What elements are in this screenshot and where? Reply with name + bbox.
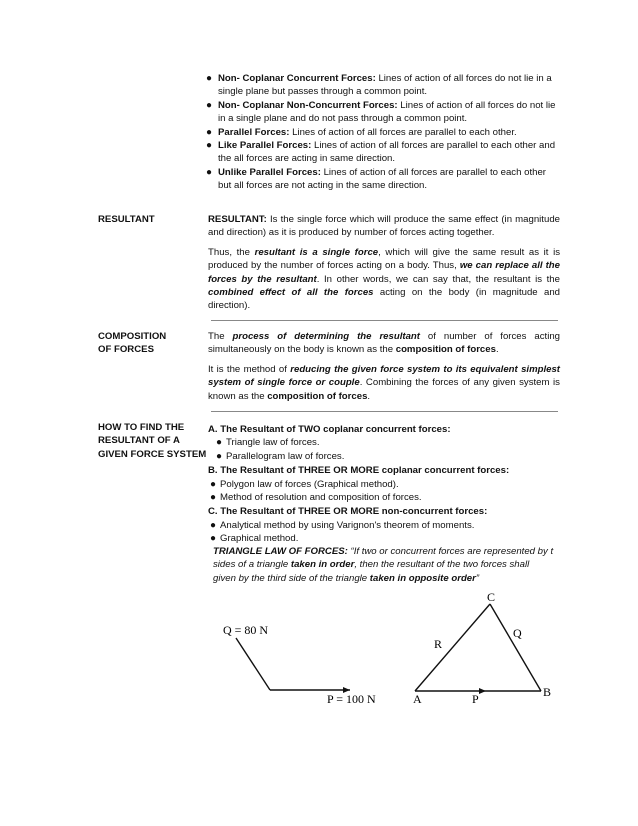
bullet-icon: ● <box>206 166 213 178</box>
triangle-side-q <box>490 604 541 691</box>
method-c-heading: C. The Resultant of THREE OR MORE non-concurrent forces: <box>208 506 488 518</box>
side-q-label: Q <box>513 626 522 640</box>
bullet-icon: ● <box>216 450 223 462</box>
method-b-heading: B. The Resultant of THREE OR MORE coplanar concurrent forces: <box>208 465 510 477</box>
list-item: ● Analytical method by using Varignon's theorem of moments. <box>210 519 475 531</box>
composition-method: It is the method of reducing the given force system to its equivalent simplest system of single force or couple. Combining the forces of any given system is known as the composition of forces. <box>208 363 560 402</box>
composition-definition: The process of determining the resultant of number of forces acting simultaneously on the body is known as the composition of forces. <box>208 331 560 356</box>
triangle-law-statement: TRIANGLE LAW OF FORCES: “If two or concurrent forces are represented by t sides of a triangle taken in order, then the resultant of the two forces shall given by the third side of the triangle taken in opposite order” <box>213 546 554 584</box>
list-item: ● Non- Coplanar Concurrent Forces: Lines of action of all forces do not lie in a single plane but passes through a common point. <box>206 73 552 98</box>
composition-section-label: COMPOSITION OF FORCES <box>98 331 167 356</box>
list-item: ● Triangle law of forces. <box>216 437 320 449</box>
bullet-icon: ● <box>216 437 223 449</box>
side-r-label: R <box>434 637 443 651</box>
bullet-icon: ● <box>210 492 217 504</box>
vector-q <box>236 638 270 690</box>
vertex-c-label: C <box>487 590 496 604</box>
q-force-label: Q = 80 N <box>223 623 269 637</box>
how-to-section-label: HOW TO FIND THE RESULTANT OF A GIVEN FORCE SYSTEM <box>98 422 207 460</box>
vertex-a-label: A <box>413 692 422 706</box>
bullet-icon: ● <box>206 126 213 138</box>
list-item: ● Polygon law of forces (Graphical method). <box>210 478 399 490</box>
arrowhead-icon <box>479 688 486 694</box>
bullet-icon: ● <box>206 99 213 111</box>
list-item: ● Parallel Forces: Lines of action of all forces are parallel to each other. <box>206 126 517 138</box>
side-p-label: P <box>472 692 479 706</box>
list-item: ● Like Parallel Forces: Lines of action of all forces are parallel to each other and the all forces are acting in same direction. <box>206 140 556 165</box>
triangle-side-r <box>415 604 490 691</box>
bullet-icon: ● <box>210 519 217 531</box>
list-item: ● Parallelogram law of forces. <box>216 450 345 462</box>
bullet-icon: ● <box>210 533 217 545</box>
force-vectors-diagram <box>223 623 376 706</box>
list-item: ● Graphical method. <box>210 533 299 545</box>
vertex-b-label: B <box>543 685 552 699</box>
bullet-icon: ● <box>206 73 213 84</box>
p-force-label: P = 100 N <box>327 692 376 706</box>
resultant-definition: RESULTANT: Is the single force which will produce the same effect (in magnitude and direction) as it is produced by number of forces acting together. <box>208 214 560 239</box>
force-triangle-diagram <box>413 590 551 706</box>
list-item: ● Unlike Parallel Forces: Lines of action of all forces are parallel to each other but all forces are not acting in the same direction. <box>206 166 546 192</box>
resultant-explanation: Thus, the resultant is a single force, which will give the same result as it is produced by the number of forces acting on a body. Thus, we can replace all the forces by the resultant. In other words, we can say that, the resultant is the combined effect of all the forces acting on the body (in magnitude and direction). <box>208 246 561 312</box>
resultant-section-label: RESULTANT <box>98 214 155 225</box>
bullet-icon: ● <box>206 140 213 152</box>
method-a-heading: A. The Resultant of TWO coplanar concurrent forces: <box>208 424 451 435</box>
bullet-icon: ● <box>210 478 217 490</box>
list-item: ● Method of resolution and composition of forces. <box>210 492 422 504</box>
list-item: ● Non- Coplanar Non-Concurrent Forces: Lines of action of all forces do not lie in a single plane and do not pass through a common point. <box>206 99 556 125</box>
